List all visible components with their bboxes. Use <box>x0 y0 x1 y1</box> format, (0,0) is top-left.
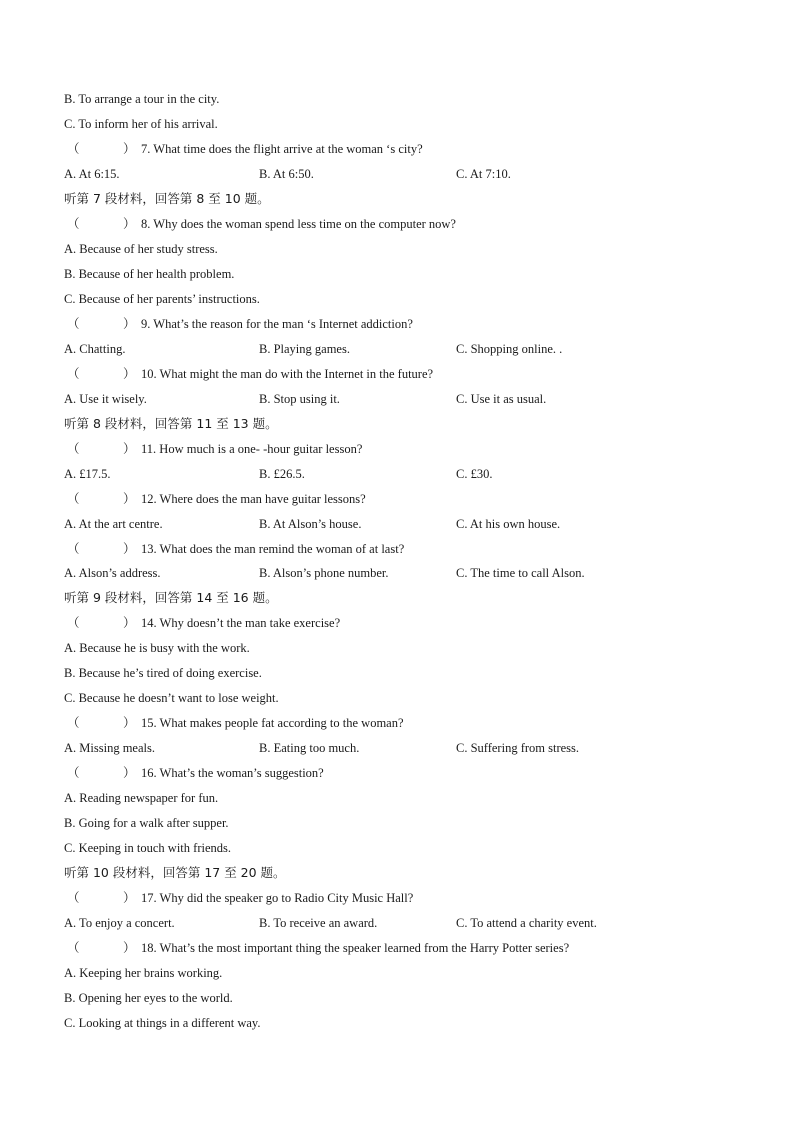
option-b: B. Eating too much. <box>259 741 360 756</box>
question-14 <box>64 613 340 633</box>
option-a: A. Use it wisely. <box>64 391 147 406</box>
open-paren: （ <box>67 940 80 955</box>
answer-blank[interactable] <box>64 439 141 459</box>
answer-blank[interactable] <box>64 364 141 384</box>
option-c: C. Suffering from stress. <box>456 741 580 756</box>
option-b: B. £26.5. <box>259 466 305 481</box>
open-paren: （ <box>67 540 80 556</box>
question-text: 13. What does the man remind the woman of at last? <box>141 541 405 556</box>
open-paren: （ <box>67 490 80 506</box>
question-text: 12. Where does the man have guitar lessons? <box>141 491 366 506</box>
option-c: C. At 7:10. <box>456 166 511 181</box>
answer-blank[interactable] <box>64 314 141 334</box>
question-13 <box>64 539 404 559</box>
option-c: C. Use it as usual. <box>456 391 547 406</box>
question-text: 18. What’s the most important thing the speaker learned from the Harry Potter series? <box>141 941 570 955</box>
close-paren: ） <box>123 940 136 955</box>
answer-option-line: C. Looking at things in a different way. <box>64 1015 261 1030</box>
close-paren: ） <box>123 715 136 731</box>
open-paren: （ <box>67 440 80 456</box>
open-paren: （ <box>67 215 80 231</box>
question-10 <box>64 364 433 384</box>
close-paren: ） <box>123 215 136 231</box>
question-18 <box>64 938 569 958</box>
question-text: 17. Why did the speaker go to Radio City Music Hall? <box>141 891 414 905</box>
question-8 <box>64 214 456 234</box>
option-a: A. At the art centre. <box>64 516 163 531</box>
answer-option-line: C. To inform her of his arrival. <box>64 117 218 131</box>
open-paren: （ <box>67 765 80 781</box>
section-instruction: 听第 8 段材料，回答第 11 至 13 题。 <box>64 415 278 431</box>
question-text: 16. What’s the woman’s suggestion? <box>141 766 324 781</box>
answer-option-line: B. Opening her eyes to the world. <box>64 990 233 1005</box>
options-row <box>64 164 744 184</box>
answer-option-line: A. Reading newspaper for fun. <box>64 791 219 806</box>
answer-option-line: A. Keeping her brains working. <box>64 965 223 980</box>
open-paren: （ <box>67 365 80 381</box>
open-paren: （ <box>67 140 80 156</box>
close-paren: ） <box>123 765 136 781</box>
option-b: B. Playing games. <box>259 341 350 356</box>
option-b: B. Stop using it. <box>259 391 340 406</box>
options-row <box>64 339 744 359</box>
option-c: C. The time to call Alson. <box>456 566 585 581</box>
option-b: B. At 6:50. <box>259 166 314 181</box>
answer-blank[interactable] <box>64 214 141 234</box>
answer-blank[interactable] <box>64 613 141 633</box>
answer-option-line: C. Because of her parents’ instructions. <box>64 291 260 306</box>
question-text: 10. What might the man do with the Internet in the future? <box>141 366 434 381</box>
close-paren: ） <box>123 365 136 381</box>
answer-option-line: A. Because he is busy with the work. <box>64 641 250 656</box>
section-instruction: 听第 10 段材料，回答第 17 至 20 题。 <box>64 865 286 881</box>
option-b: B. At Alson’s house. <box>259 516 362 531</box>
question-12 <box>64 489 366 509</box>
open-paren: （ <box>67 615 80 631</box>
answer-blank[interactable] <box>64 713 141 733</box>
answer-option-line: A. Because of her study stress. <box>64 241 218 256</box>
answer-option-line: B. To arrange a tour in the city. <box>64 92 220 106</box>
answer-blank[interactable] <box>64 888 141 908</box>
option-a: A. To enjoy a concert. <box>64 916 175 930</box>
open-paren: （ <box>67 315 80 331</box>
close-paren: ） <box>123 140 136 156</box>
section-instruction: 听第 9 段材料，回答第 14 至 16 题。 <box>64 590 278 606</box>
question-7 <box>64 139 423 159</box>
answer-blank[interactable] <box>64 763 141 783</box>
options-row <box>64 738 744 758</box>
option-c: C. £30. <box>456 466 493 481</box>
close-paren: ） <box>123 440 136 456</box>
options-row <box>64 913 744 933</box>
answer-blank[interactable] <box>64 539 141 559</box>
question-9 <box>64 314 413 334</box>
question-16 <box>64 763 324 783</box>
option-c: C. At his own house. <box>456 516 561 531</box>
options-row <box>64 514 744 534</box>
question-text: 9. What’s the reason for the man ‘s Internet addiction? <box>141 316 413 331</box>
answer-blank[interactable] <box>64 489 141 509</box>
option-a: A. £17.5. <box>64 466 111 481</box>
question-text: 7. What time does the flight arrive at the woman ‘s city? <box>141 141 423 156</box>
close-paren: ） <box>123 490 136 506</box>
question-15 <box>64 713 404 733</box>
question-11 <box>64 439 362 459</box>
options-row <box>64 563 744 583</box>
option-c: C. To attend a charity event. <box>456 916 597 930</box>
answer-option-line: C. Keeping in touch with friends. <box>64 841 231 856</box>
options-row <box>64 389 744 409</box>
close-paren: ） <box>123 315 136 331</box>
question-text: 15. What makes people fat according to the woman? <box>141 716 404 731</box>
answer-option-line: B. Because he’s tired of doing exercise. <box>64 666 262 681</box>
option-a: A. Missing meals. <box>64 741 155 756</box>
close-paren: ） <box>123 615 136 631</box>
option-a: A. At 6:15. <box>64 166 120 181</box>
question-text: 11. How much is a one- -hour guitar lesson? <box>141 441 363 456</box>
section-instruction: 听第 7 段材料，回答第 8 至 10 题。 <box>64 190 270 206</box>
answer-blank[interactable] <box>64 938 141 958</box>
close-paren: ） <box>123 540 136 556</box>
answer-option-line: B. Going for a walk after supper. <box>64 816 229 831</box>
question-text: 8. Why does the woman spend less time on the computer now? <box>141 216 456 231</box>
option-c: C. Shopping online. . <box>456 341 563 356</box>
options-row <box>64 464 744 484</box>
open-paren: （ <box>67 890 80 905</box>
answer-option-line: B. Because of her health problem. <box>64 266 235 281</box>
close-paren: ） <box>123 890 136 905</box>
question-17 <box>64 888 413 908</box>
question-text: 14. Why doesn’t the man take exercise? <box>141 616 341 631</box>
option-b: B. Alson’s phone number. <box>259 566 389 581</box>
answer-blank[interactable] <box>64 139 141 159</box>
answer-option-line: C. Because he doesn’t want to lose weight. <box>64 691 279 706</box>
option-a: A. Alson’s address. <box>64 566 161 581</box>
option-b: B. To receive an award. <box>259 916 378 930</box>
open-paren: （ <box>67 715 80 731</box>
option-a: A. Chatting. <box>64 341 126 356</box>
